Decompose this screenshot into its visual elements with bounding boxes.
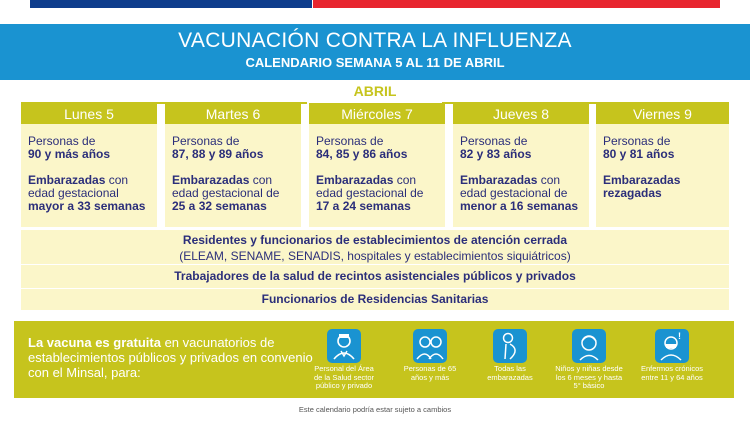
footer-note: Este calendario podría estar sujeto a cambios xyxy=(298,405,452,414)
title-banner xyxy=(0,24,750,80)
badge-label: Personas de 65 años y más xyxy=(403,364,457,382)
badge-pregnant xyxy=(476,329,544,382)
badge-label: Todas las embarazadas xyxy=(487,364,533,382)
persons-ages: 87, 88 y 89 años xyxy=(172,147,264,161)
day-column-wednesday xyxy=(309,103,445,227)
persons-ages: 82 y 83 años xyxy=(460,147,532,161)
pregnant-connector: con xyxy=(249,173,273,187)
badge-label: Niños y niñas desde los 6 meses y hasta 5° básico xyxy=(555,364,623,390)
day-header: Jueves 8 xyxy=(453,103,589,124)
gestational-label: edad gestacional de xyxy=(172,186,280,200)
residents-row xyxy=(21,230,729,264)
pregnant-connector: con xyxy=(105,173,129,187)
badge-chronic xyxy=(638,329,706,382)
gestational-label: edad gestacional xyxy=(28,186,119,200)
day-header: Viernes 9 xyxy=(596,103,729,124)
day-column-friday xyxy=(596,103,729,227)
child-icon xyxy=(572,329,606,363)
pregnant-label: Embarazadas xyxy=(460,173,538,187)
month-label: ABRIL xyxy=(353,83,397,99)
day-header: Miércoles 7 xyxy=(309,103,445,124)
pregnant-connector: con xyxy=(537,173,561,187)
flag-bar xyxy=(30,0,720,8)
residents-title: Residentes y funcionarios de establecimientos de atención cerrada xyxy=(182,233,568,247)
info-bold: La vacuna es gratuita xyxy=(28,335,161,350)
health-worker-icon xyxy=(327,329,361,363)
pregnant-label: Embarazadas xyxy=(28,173,106,187)
gestational-range: 17 a 24 semanas xyxy=(316,199,411,213)
flag-blue-stripe xyxy=(30,0,312,8)
flag-red-stripe xyxy=(313,0,720,8)
badge-label: Personal del Área de la Salud sector público y privado xyxy=(313,364,375,390)
sanitary-row xyxy=(21,289,729,310)
info-panel xyxy=(14,321,734,398)
day-header: Lunes 5 xyxy=(21,103,157,124)
pregnant-label: Embarazadas xyxy=(172,173,250,187)
gestational-label: edad gestacional de xyxy=(460,186,568,200)
health-workers-row xyxy=(21,265,729,288)
health-workers-text: Trabajadores de la salud de recintos asistenciales públicos y privados xyxy=(174,269,576,283)
info-rest: en vacunatorios de establecimientos públicos y privados en convenio con el Minsal, para: xyxy=(28,335,313,380)
pregnant-icon xyxy=(493,329,527,363)
residents-detail: (ELEAM, SENAME, SENADIS, hospitales y establecimientos siquiátricos) xyxy=(179,249,571,263)
page-title: VACUNACIÓN CONTRA LA INFLUENZA xyxy=(178,29,572,52)
badge-child xyxy=(555,329,623,391)
elderly-icon xyxy=(413,329,447,363)
persons-label: Personas de xyxy=(603,134,671,148)
sanitary-text: Funcionarios de Residencias Sanitarias xyxy=(261,292,489,306)
persons-ages: 90 y más años xyxy=(28,147,111,161)
pregnant-connector: con xyxy=(393,173,417,187)
pregnant-label: Embarazadas xyxy=(316,173,394,187)
pregnant-status: rezagadas xyxy=(603,186,662,200)
gestational-range: mayor a 33 semanas xyxy=(28,199,146,213)
day-column-monday xyxy=(21,103,157,227)
badge-health-worker xyxy=(310,329,378,391)
persons-ages: 84, 85 y 86 años xyxy=(316,147,408,161)
gestational-range: menor a 16 semanas xyxy=(460,199,579,213)
day-column-thursday xyxy=(453,103,589,227)
persons-label: Personas de xyxy=(28,134,96,148)
persons-label: Personas de xyxy=(316,134,384,148)
day-header: Martes 6 xyxy=(165,103,301,124)
pregnant-label: Embarazadas xyxy=(603,173,681,187)
gestational-label: edad gestacional de xyxy=(316,186,424,200)
persons-ages: 80 y 81 años xyxy=(603,147,675,161)
badge-label: Enfermos crónicos entre 11 y 64 años xyxy=(640,364,704,382)
persons-label: Personas de xyxy=(172,134,240,148)
persons-label: Personas de xyxy=(460,134,528,148)
gestational-range: 25 a 32 semanas xyxy=(172,199,267,213)
page-subtitle: CALENDARIO SEMANA 5 AL 11 DE ABRIL xyxy=(245,55,505,70)
badge-elderly xyxy=(396,329,464,382)
info-text xyxy=(28,335,328,380)
chronic-patient-icon xyxy=(655,329,689,363)
day-column-tuesday xyxy=(165,103,301,227)
svg-text:!: ! xyxy=(678,331,681,341)
